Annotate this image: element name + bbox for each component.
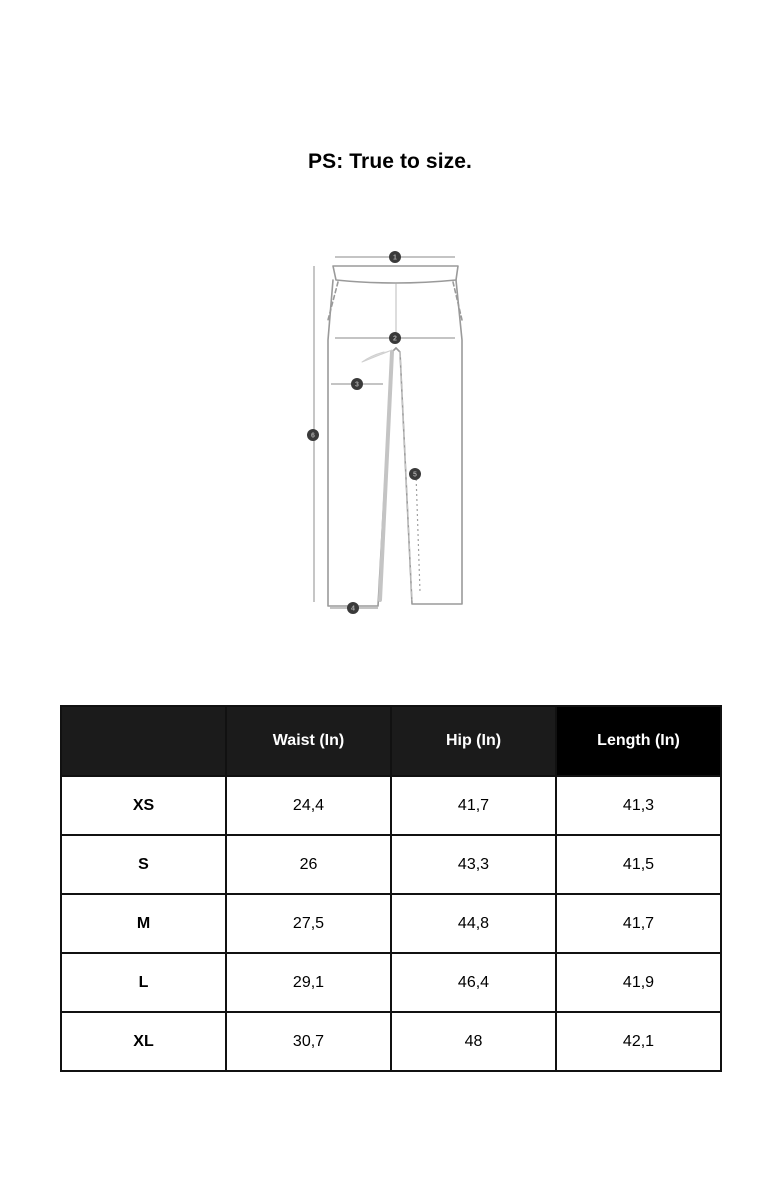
hip-value: 46,4 [391, 953, 556, 1012]
table-row [61, 953, 721, 1012]
marker-5-inseam-icon [409, 468, 421, 480]
table-row [61, 1012, 721, 1071]
size-label: M [61, 894, 226, 953]
hip-value: 48 [391, 1012, 556, 1071]
page-title: PS: True to size. [308, 150, 472, 173]
header-length: Length (In) [556, 706, 721, 776]
svg-text:3: 3 [355, 381, 359, 389]
table-row [61, 894, 721, 953]
waist-value: 24,4 [226, 776, 391, 835]
marker-6-length-icon [307, 429, 319, 441]
pants-measurement-diagram [300, 240, 480, 620]
size-label: XL [61, 1012, 226, 1071]
svg-text:5: 5 [413, 471, 417, 479]
length-value: 41,7 [556, 894, 721, 953]
header-hip: Hip (In) [391, 706, 556, 776]
table-header-row [61, 706, 721, 776]
hip-value: 44,8 [391, 894, 556, 953]
marker-2-hip-icon [389, 332, 401, 344]
table-row [61, 776, 721, 835]
header-waist: Waist (In) [226, 706, 391, 776]
size-label: XS [61, 776, 226, 835]
hip-value: 41,7 [391, 776, 556, 835]
length-value: 41,9 [556, 953, 721, 1012]
header-size [61, 706, 226, 776]
length-value: 41,5 [556, 835, 721, 894]
size-chart-table [60, 705, 722, 1072]
size-label: L [61, 953, 226, 1012]
waist-value: 29,1 [226, 953, 391, 1012]
svg-text:6: 6 [311, 432, 315, 440]
marker-3-thigh-icon [351, 378, 363, 390]
svg-text:1: 1 [393, 254, 397, 262]
waist-value: 26 [226, 835, 391, 894]
length-value: 41,3 [556, 776, 721, 835]
length-value: 42,1 [556, 1012, 721, 1071]
table-row [61, 835, 721, 894]
size-label: S [61, 835, 226, 894]
svg-text:2: 2 [393, 335, 397, 343]
marker-4-hem-icon [347, 602, 359, 614]
waist-value: 27,5 [226, 894, 391, 953]
svg-text:4: 4 [351, 605, 355, 613]
waist-value: 30,7 [226, 1012, 391, 1071]
hip-value: 43,3 [391, 835, 556, 894]
marker-1-waist-icon [389, 251, 401, 263]
